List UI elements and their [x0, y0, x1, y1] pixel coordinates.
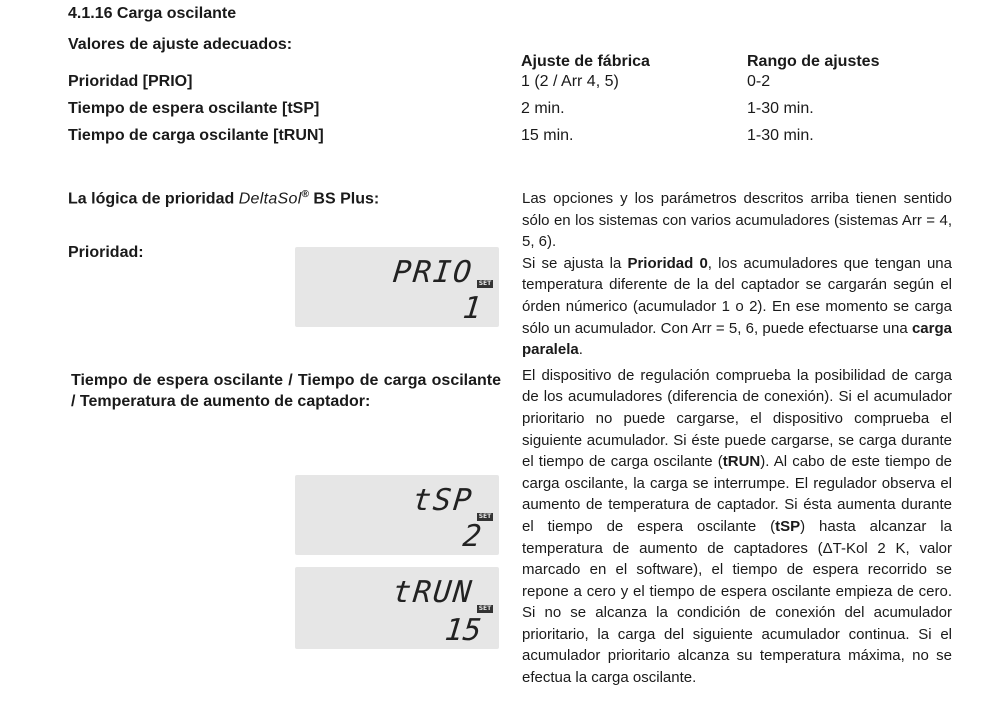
row-factory-value: 15 min. — [521, 127, 574, 144]
settings-subtitle: Valores de ajuste adecuados: — [68, 36, 293, 53]
lcd-parameter-value: 1 — [461, 291, 483, 326]
oscillating-charge-paragraph — [522, 365, 952, 689]
text-run: , los acumuladores que tengan una temperatura diferente de la del captador se cargarán según el órden númerico (acumulador 1 o 2). En ese momento se carga sólo un acumulador. Con Arr = 5, 6, puede efectuarse una — [522, 254, 952, 337]
lcd-parameter-name: tSP — [410, 483, 475, 518]
bold-text-run: carga paralela — [522, 319, 952, 359]
lcd-display-prio — [295, 247, 499, 327]
priority-logic-heading — [68, 189, 379, 208]
lcd-display-trun — [295, 567, 499, 649]
oscillating-times-heading: Tiempo de espera oscilante / Tiempo de carga oscilante / Temperatura de aumento de captador: — [71, 372, 501, 410]
brand-name: DeltaSol — [238, 190, 302, 208]
text-run: Si se ajusta la — [522, 254, 628, 272]
bold-text-run: Prioridad 0 — [627, 254, 708, 272]
set-indicator-icon: SET — [478, 280, 492, 287]
row-factory-value: 1 (2 / Arr 4, 5) — [521, 73, 619, 90]
factory-setting-header: Ajuste de fábrica — [521, 53, 650, 70]
section-title: 4.1.16 Carga oscilante — [68, 5, 237, 22]
row-label: Prioridad [PRIO] — [68, 73, 193, 90]
row-factory-value: 2 min. — [521, 100, 565, 117]
registered-mark: ® — [301, 189, 309, 200]
row-label: Tiempo de espera oscilante [tSP] — [68, 100, 320, 117]
text-run: ) hasta alcanzar la temperatura de aumento de captadores (ΔT-Kol 2 K, valor marcado en el software), el tiempo de espera recorrido se repone a cero y el tiempo de espera oscilante empieza de cero. Si no se alcanza la condición de conexión del acumulador prioritario, la carga del siguiente acumulador continua. Si el acumulador prioritario alcanza su temperatura máxima, no se efectua la carga oscilante. — [522, 517, 952, 687]
body-text-column — [522, 188, 952, 689]
row-label: Tiempo de carga oscilante [tRUN] — [68, 127, 324, 144]
text-run: El dispositivo de regulación comprueba la posibilidad de carga de los acumuladores (diferencia de conexión). Si el acumulador prioritario no puede cargarse, el dispositivo comprueba el siguiente acumulador. Si éste puede cargarse, se carga durante el tiempo de carga oscilante ( — [522, 366, 952, 471]
bold-text-run: tRUN — [722, 453, 761, 471]
range-header: Rango de ajustes — [747, 53, 880, 70]
heading-prefix: La lógica de prioridad — [68, 190, 239, 208]
set-indicator-icon: SET — [478, 513, 492, 520]
lcd-parameter-name: tRUN — [390, 575, 475, 610]
lcd-display-tsp — [295, 475, 499, 555]
lcd-parameter-value: 15 — [443, 613, 483, 648]
text-run: . — [578, 341, 583, 359]
lcd-parameter-name: PRIO — [390, 255, 475, 290]
priority-zero-paragraph — [522, 253, 952, 361]
text-run: ). Al cabo de este tiempo de carga oscilante, la carga se interrumpe. El regulador observa el aumento de temperatura de captador. Si ésta aumenta durante el tiempo de espera oscilante ( — [522, 453, 952, 535]
lcd-parameter-value: 2 — [461, 519, 483, 554]
bold-text-run: tSP — [775, 517, 801, 535]
row-range-value: 1-30 min. — [747, 127, 814, 144]
intro-paragraph: Las opciones y los parámetros descritos arriba tienen sentido sólo en los sistemas con varios acumuladores (sistemas Arr = 4, 5, 6). — [522, 190, 952, 251]
row-range-value: 1-30 min. — [747, 100, 814, 117]
set-indicator-icon: SET — [478, 605, 492, 612]
priority-heading: Prioridad: — [68, 244, 144, 261]
heading-suffix: BS Plus: — [308, 190, 380, 208]
row-range-value: 0-2 — [747, 73, 771, 90]
